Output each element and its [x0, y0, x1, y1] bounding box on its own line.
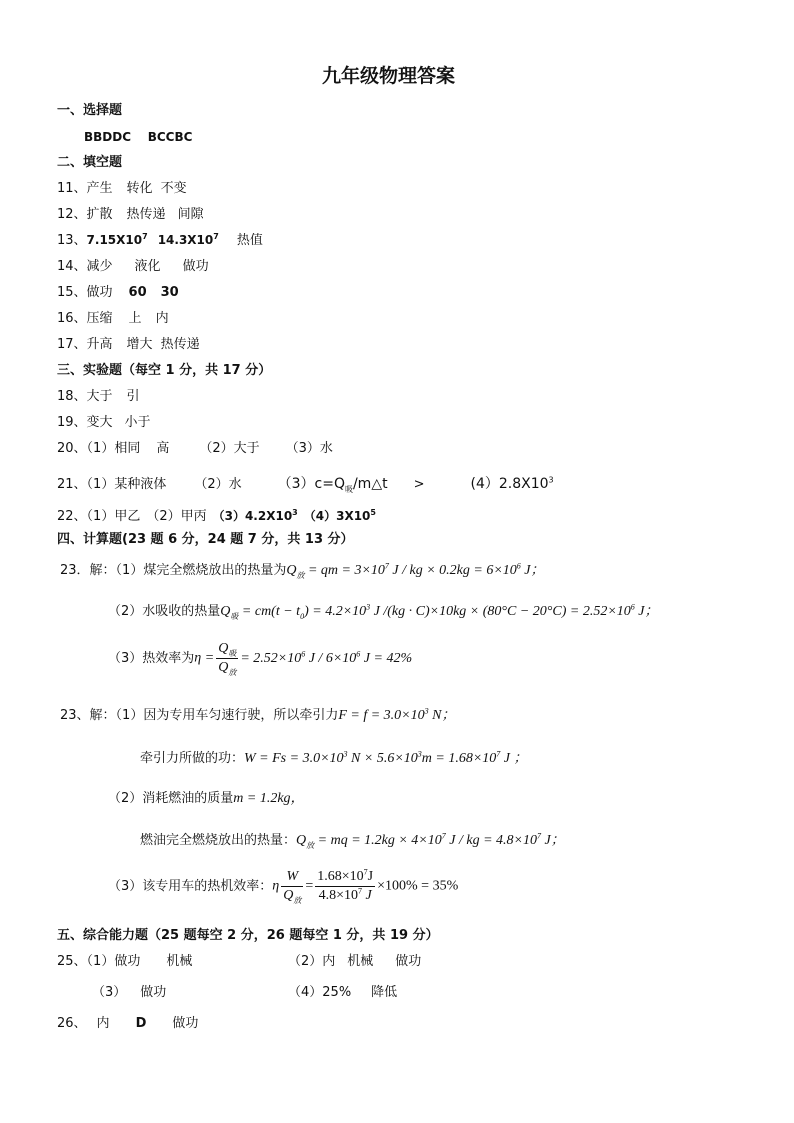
answer-16: 16、压缩 上 内 — [57, 311, 169, 326]
solution-24-work: 牵引力所做的功：$W = Fs = 3.0\times 10^3$ $N \times 5.6\times 10^3m = 1.68\times 10^7$ J ； — [140, 749, 528, 766]
efficiency-fraction-symbolic: $\frac{W}{Q_放}$ — [283, 869, 302, 905]
answer-25-row2: （3） 做功 — [92, 985, 167, 1000]
answer-11: 11、产生 转化 不变 — [57, 181, 187, 196]
section-heading-choice: 一、选择题 — [57, 103, 123, 118]
solution-23-part3: （3）热效率为η = $\frac{Q_吸}{Q_放}$ = $2.52\times 10^6$ $J / 6\times 10^6$ J = 42% — [108, 641, 413, 677]
answer-15: 15、做功 60 30 — [57, 285, 179, 300]
answer-26: 26、 内 D 做功 — [57, 1016, 199, 1031]
answer-13: 13、$7.15X10^7$ $14.3X10^7$ 热值 — [57, 232, 263, 248]
answer-17: 17、升高 增大 热传递 — [57, 337, 200, 352]
efficiency-fraction: $\frac{Q_吸}{Q_放}$ — [218, 641, 237, 677]
section-heading-comprehensive: 五、综合能力题（25 题每空 2 分，26 题每空 1 分，共 19 分） — [57, 928, 439, 943]
answer-25-row1-right: （2）内 机械 做功 — [288, 954, 422, 969]
answer-22: 22、（1）甲乙 （2）甲丙 $(3)4.2X10^3$ $(4)3X10^5$ — [57, 508, 376, 524]
section-heading-fill: 二、填空题 — [57, 155, 123, 170]
solution-24-part3: （3）该专用车的热机效率：η $\frac{W}{Q_放}$ = $\frac{1.68\times 10^7J}{4.8\times 10^7 J}$ ×100% = 35% — [108, 867, 459, 905]
solution-24-part2: （2）消耗燃油的质量m = 1.2kg， — [108, 791, 305, 806]
answer-25-row2-right: （4）25% 降低 — [288, 985, 398, 1000]
solution-24-heat: 燃油完全燃烧放出的热量：$Q_放$ = mq = $1.2kg \times 4\times 10^7$ J / kg = $4.8\times 10^7$ J； — [140, 831, 565, 850]
answer-20: 20、（1）相同 高 （2）大于 （3）水 — [57, 441, 333, 456]
choice-answers: BBDDC BCCBC — [84, 130, 193, 144]
solution-23-part2: （2）水吸收的热量$Q_吸 = cm(t - t_0) = 4.2\times 10^3$ J $/(kg \cdot C)\times 10kg \times (80^\circ C - 20^\circ C) = 2.52\times 10^6$ J； — [108, 602, 659, 621]
section-heading-experiment: 三、实验题（每空 1 分，共 17 分） — [57, 363, 272, 378]
answer-21: 21、（1）某种液体 （2）水 $(3)c=Q_吸/m\triangle t > (4)2.8X10^3$ — [57, 475, 554, 494]
efficiency-fraction-numeric: $\frac{1.68\times 10^7J}{4.8\times 10^7 J}$ — [317, 867, 374, 903]
answer-25-row1: 25、（1）做功 机械 — [57, 954, 193, 969]
answer-19: 19、变大 小于 — [57, 415, 151, 430]
page-title: 九年级物理答案 — [322, 65, 456, 87]
solution-24-part1: 23、解：（1）因为专用车匀速行驶，所以牵引力$F = f = 3.0\times 10^3$ N； — [60, 706, 456, 723]
answer-12: 12、扩散 热传递 间隙 — [57, 207, 204, 222]
answer-14: 14、减少 液化 做功 — [57, 259, 209, 274]
solution-23-part1: 23．解：（1）煤完全燃烧放出的热量为$Q_放$ = qm = $3\times 10^7$ J / kg × $0.2kg = 6\times 10^6$ J； — [60, 561, 545, 580]
answer-18: 18、大于 引 — [57, 389, 140, 404]
section-heading-calculation: 四、计算题(23 题 6 分，24 题 7 分，共 13 分） — [57, 532, 354, 547]
